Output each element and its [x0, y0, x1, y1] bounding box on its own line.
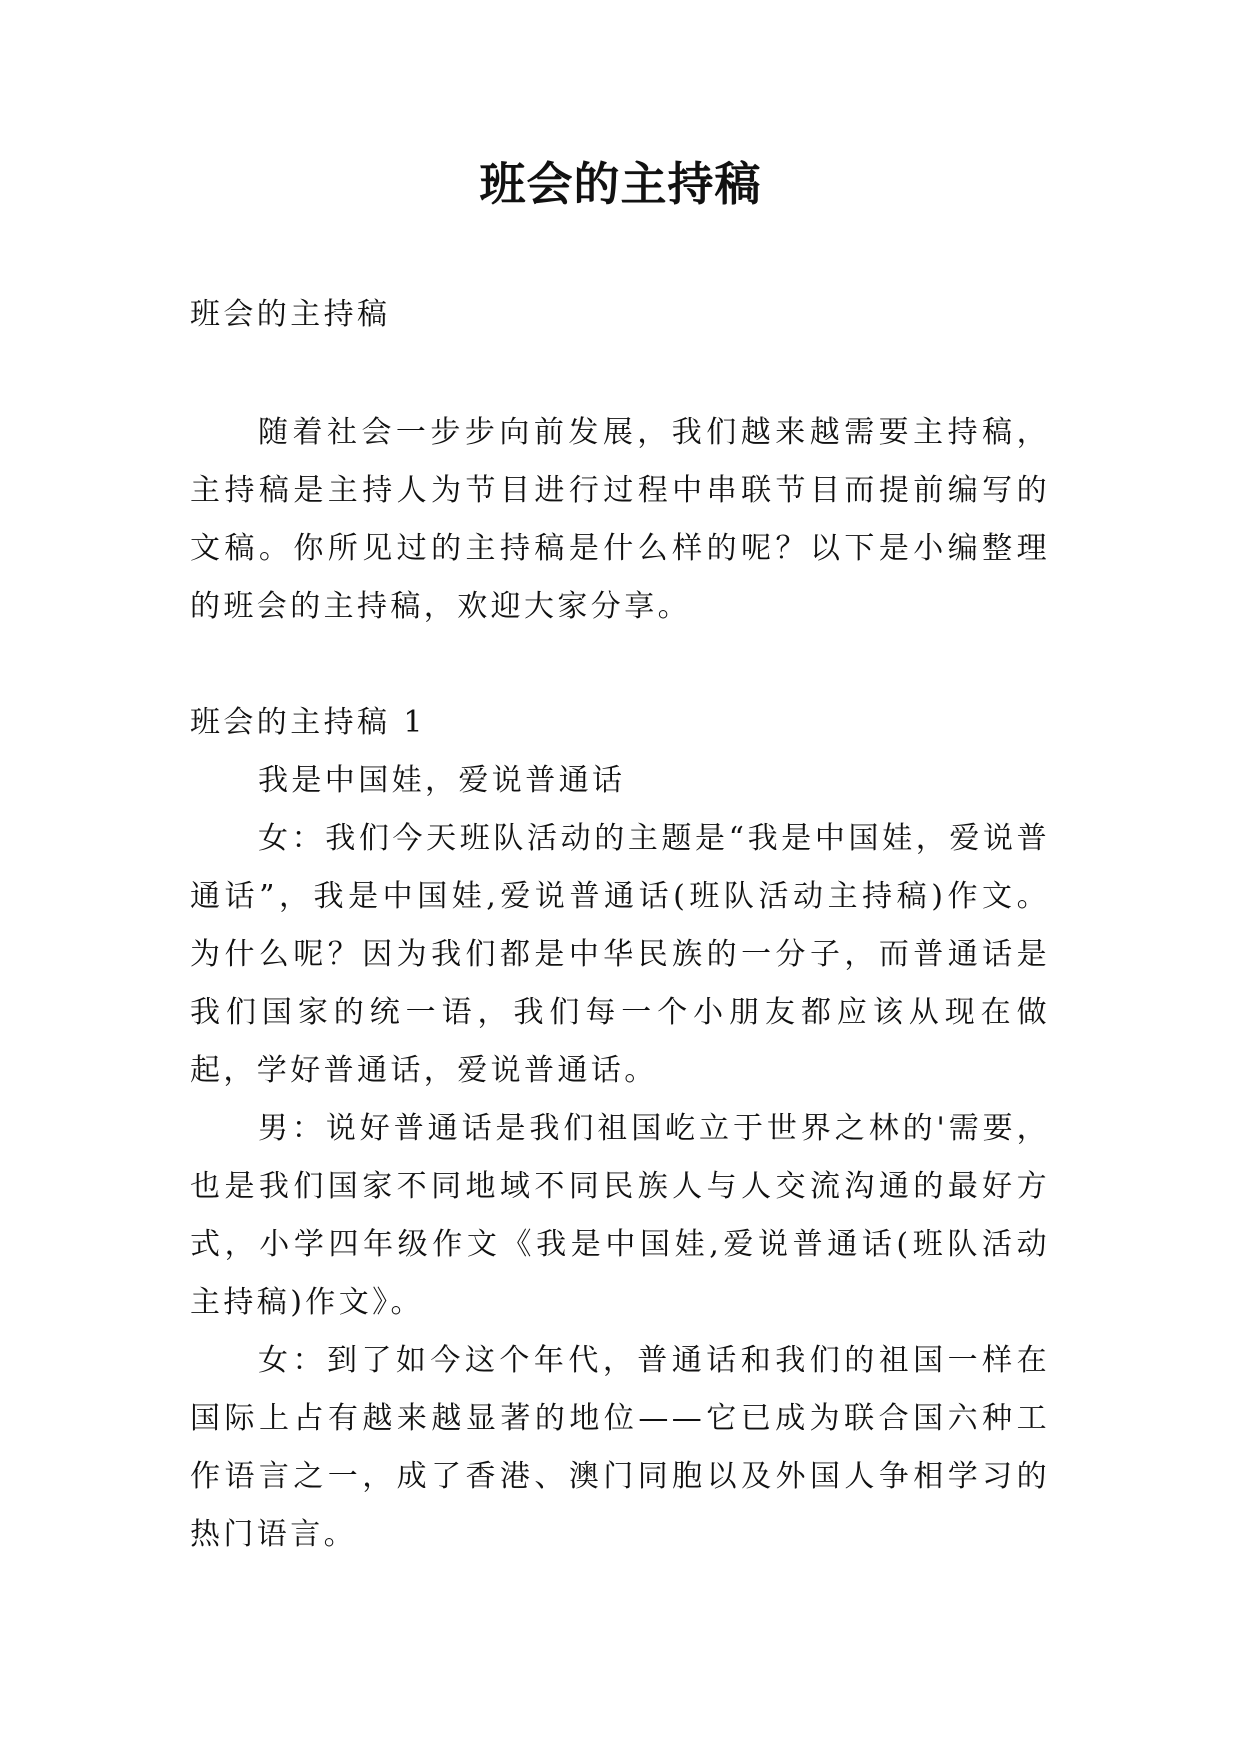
section-heading: 班会的主持稿 1	[190, 705, 426, 740]
intro-paragraph: 随着社会一步步向前发展，我们越来越需要主持稿，主持稿是主持人为节目进行过程中串联节目而提前编写的文稿。你所见过的主持稿是什么样的呢？以下是小编整理的班会的主持稿，欢迎大家分享。	[190, 415, 1050, 624]
dialogue-paragraph-male-1: 男：说好普通话是我们祖国屹立于世界之林的'需要，也是我们国家不同地域不同民族人与人交流沟通的最好方式，小学四年级作文《我是中国娃,爱说普通话(班队活动主持稿)作文》。	[190, 1111, 1050, 1320]
document-title: 班会的主持稿	[479, 157, 762, 211]
dialogue-paragraph-female-2: 女：到了如今这个年代，普通话和我们的祖国一样在国际上占有越来越显著的地位——它已成为联合国六种工作语言之一，成了香港、澳门同胞以及外国人争相学习的热门语言。	[190, 1343, 1050, 1552]
document-subtitle: 班会的主持稿	[190, 297, 391, 332]
dialogue-paragraph-female-1: 女：我们今天班队活动的主题是“我是中国娃，爱说普通话”，我是中国娃,爱说普通话(班队活动主持稿)作文。为什么呢？因为我们都是中华民族的一分子，而普通话是我们国家的统一语，我们每一个小朋友都应该从现在做起，学好普通话，爱说普通话。	[190, 821, 1050, 1088]
section-topic: 我是中国娃，爱说普通话	[258, 763, 626, 798]
